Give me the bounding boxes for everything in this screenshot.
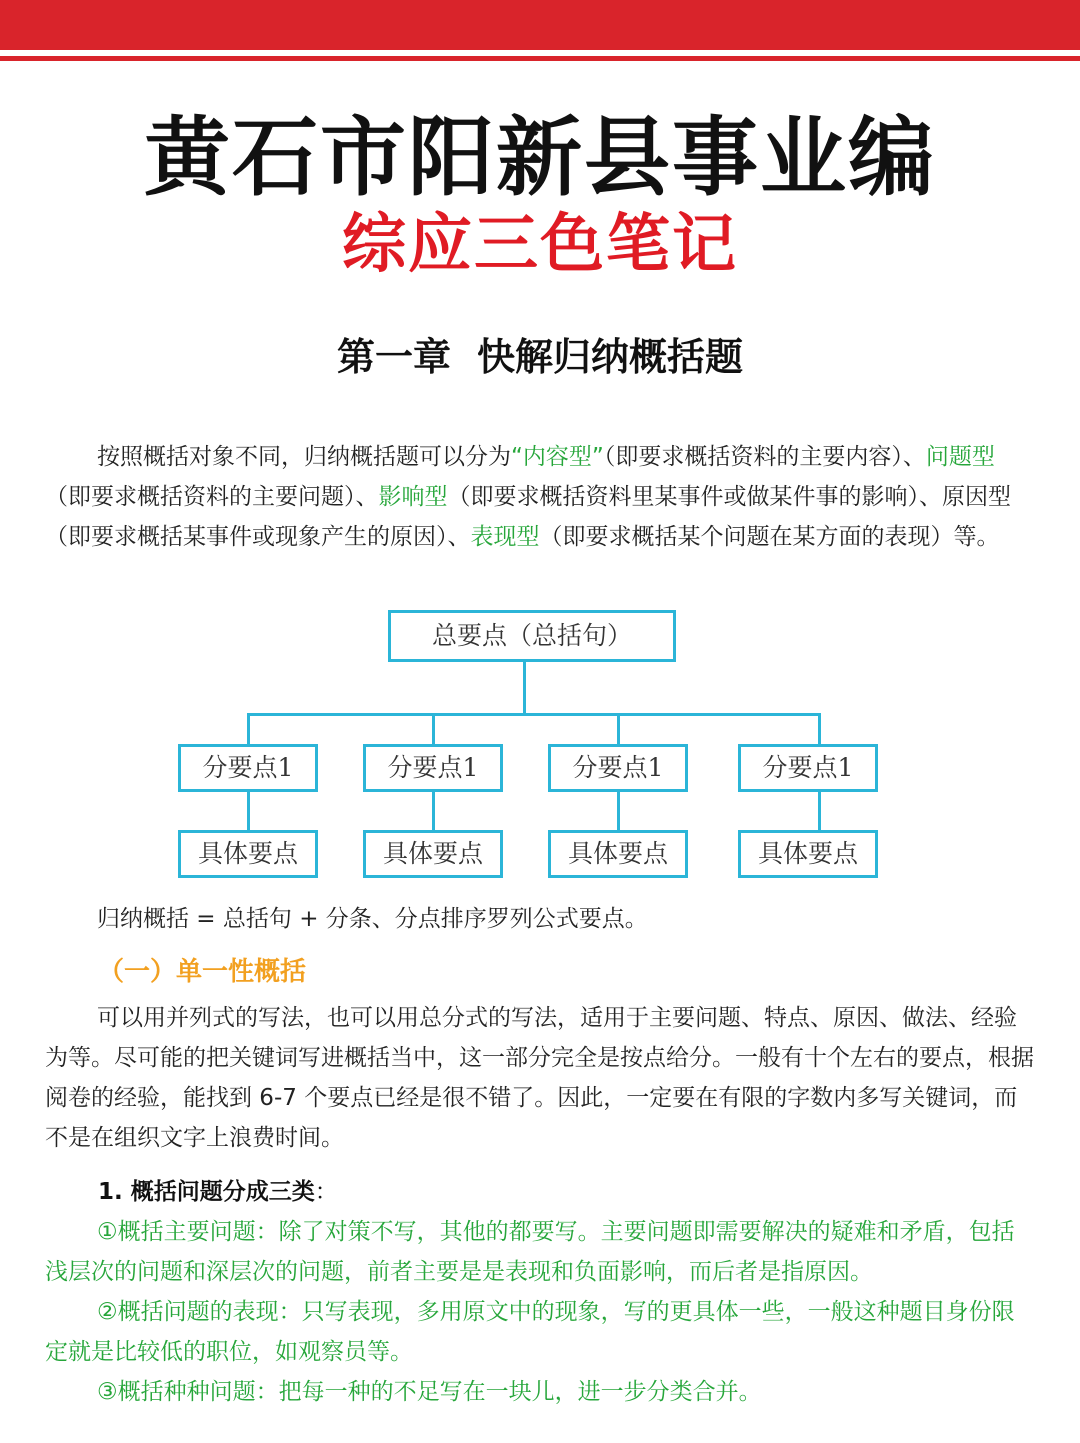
chapter-title: 快解归纳概括题 [477, 335, 744, 379]
list-item [45, 1372, 1035, 1412]
intro-highlight-impact-type: 影响型 [378, 484, 448, 510]
chapter-heading [0, 332, 1080, 382]
list-item-text: ①概括主要问题：除了对策不写，其他的都要写。主要问题即需要解决的疑难和矛盾，包括浅层次的问题和深层次的问题，前者主要是是表现和负面影响，而后者是指原因。 [45, 1219, 1015, 1285]
page-title: 黄石市阳新县事业编 [144, 107, 936, 208]
intro-text-3: （即要求概括资料的主要问题）、 [45, 484, 379, 510]
intro-text-4: （即要求概括资料里某事件或做某件事的影响）、原因型（即要求概括某事件或现象产生的原因）、 [45, 484, 1011, 550]
diagram-sub-point: 分要点1 [363, 744, 503, 792]
diagram-detail-point: 具体要点 [363, 830, 503, 878]
diagram-sub-point: 分要点1 [178, 744, 318, 792]
section-heading: （一）单一性概括 [98, 957, 307, 987]
diagram-detail-point: 具体要点 [178, 830, 318, 878]
intro-highlight-content-type: “内容型” [511, 444, 604, 470]
connector-line [617, 791, 620, 831]
connector-line [818, 791, 821, 831]
formula-text [45, 899, 1035, 939]
list-item-text: ②概括问题的表现：只写表现，多用原文中的现象，写的更具体一些，一般这种题目身份限定就是比较低的职位，如观察员等。 [45, 1299, 1015, 1365]
intro-text-2: （即要求概括资料的主要内容）、 [603, 444, 926, 470]
connector-line [818, 713, 821, 745]
top-red-bar [0, 0, 1080, 50]
page-subtitle: 综应三色笔记 [342, 207, 738, 282]
structure-diagram [0, 605, 1080, 885]
section-body-text: 可以用并列式的写法，也可以用总分式的写法，适用于主要问题、特点、原因、做法、经验为等。尽可能的把关键词写进概括当中，这一部分完全是按点给分。一般有十个左右的要点，根据阅卷的经验，能找到 6-7 个要点已经是很不错了。因此，一定要在有限的字数内多写关键词，而不是在组织文字上浪费时间。 [45, 1005, 1034, 1151]
diagram-detail-point: 具体要点 [738, 830, 878, 878]
subheading [98, 1172, 338, 1212]
connector-line [617, 713, 620, 745]
list-item [45, 1292, 1035, 1372]
list-item-text: ③概括种种问题：把每一种的不足写在一块儿，进一步分类合并。 [97, 1379, 762, 1405]
top-red-line [0, 56, 1080, 61]
intro-text-1: 按照概括对象不同，归纳概括题可以分为 [97, 444, 511, 470]
section-paragraph [45, 998, 1035, 1158]
intro-text-5: （即要求概括某个问题在某方面的表现）等。 [539, 524, 1000, 550]
diagram-sub-point: 分要点1 [548, 744, 688, 792]
subheading-text: 1. 概括问题分成三类 [98, 1179, 315, 1205]
intro-highlight-problem-type: 问题型 [925, 444, 995, 470]
connector-line [247, 791, 250, 831]
list-item [45, 1212, 1035, 1292]
chapter-number: 第一章 [336, 335, 451, 379]
diagram-sub-point: 分要点1 [738, 744, 878, 792]
intro-highlight-manifest-type: 表现型 [470, 524, 540, 550]
connector-line [432, 791, 435, 831]
formula-content: 归纳概括 = 总括句 + 分条、分点排序罗列公式要点。 [97, 906, 648, 932]
diagram-main-point: 总要点（总括句） [388, 610, 676, 662]
diagram-detail-point: 具体要点 [548, 830, 688, 878]
connector-line [432, 713, 435, 745]
subheading-colon: ： [314, 1179, 338, 1205]
connector-line [247, 713, 821, 716]
connector-line [247, 713, 250, 745]
connector-line [523, 661, 526, 715]
intro-paragraph [45, 437, 1035, 557]
